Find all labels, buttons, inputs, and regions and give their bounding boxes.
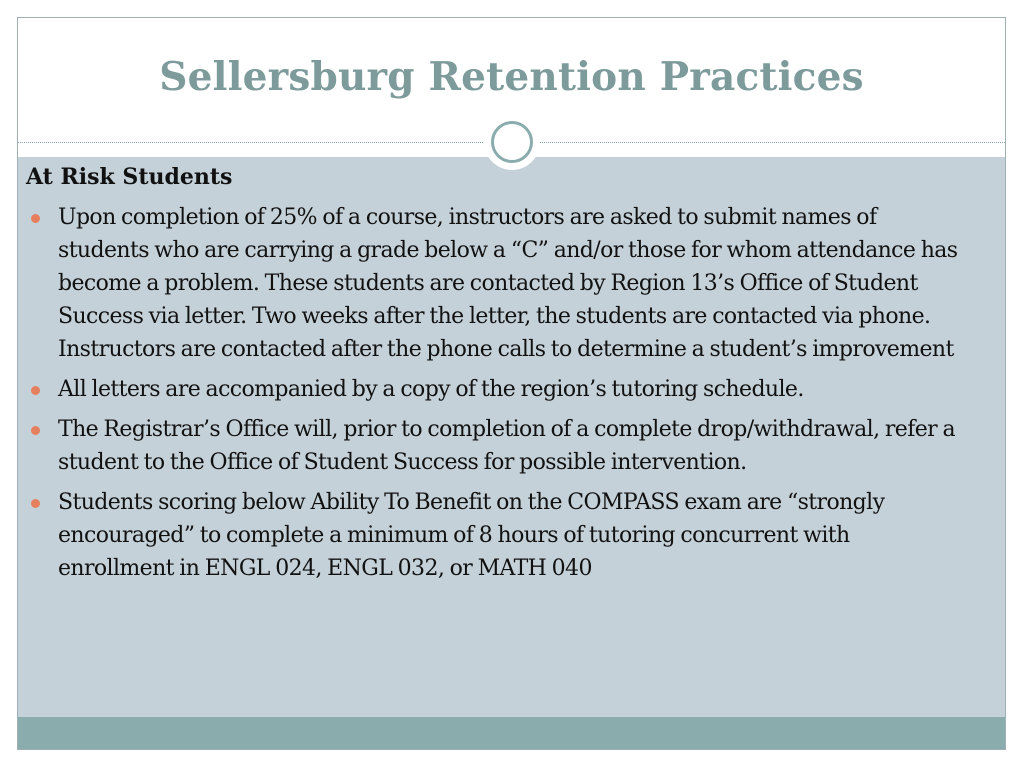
bullet-item	[26, 413, 961, 479]
bullet-icon	[31, 386, 40, 395]
bullet-icon	[31, 499, 40, 508]
slide-body	[26, 161, 961, 592]
bullet-item	[26, 201, 961, 366]
bullet-list	[26, 201, 961, 585]
bullet-text: Students scoring below Ability To Benefit on the COMPASS exam are “strongly encouraged” to complete a minimum of 8 hours of tutoring concurrent with enrollment in ENGL 024, ENGL 032, or MATH 040	[58, 490, 885, 581]
bullet-text: Upon completion of 25% of a course, instructors are asked to submit names of students who are carrying a grade below a “C” and/or those for whom attendance has become a problem. These students are contacted by Region 13’s Office of Student Success via letter. Two weeks after the letter, the students are contacted via phone. Instructors are contacted after the phone calls to determine a student’s improvement	[58, 205, 958, 362]
bullet-text: All letters are accompanied by a copy of the region’s tutoring schedule.	[58, 377, 804, 402]
footer-band	[18, 717, 1005, 750]
bullet-icon	[31, 214, 40, 223]
ring-icon	[491, 121, 533, 163]
bullet-item	[26, 373, 961, 406]
section-heading: At Risk Students	[26, 164, 233, 190]
bullet-icon	[31, 426, 40, 435]
bullet-text: The Registrar’s Office will, prior to completion of a complete drop/withdrawal, refer a student to the Office of Student Success for possible intervention.	[58, 417, 955, 475]
bullet-item	[26, 486, 961, 585]
slide-title: Sellersburg Retention Practices	[159, 54, 864, 100]
